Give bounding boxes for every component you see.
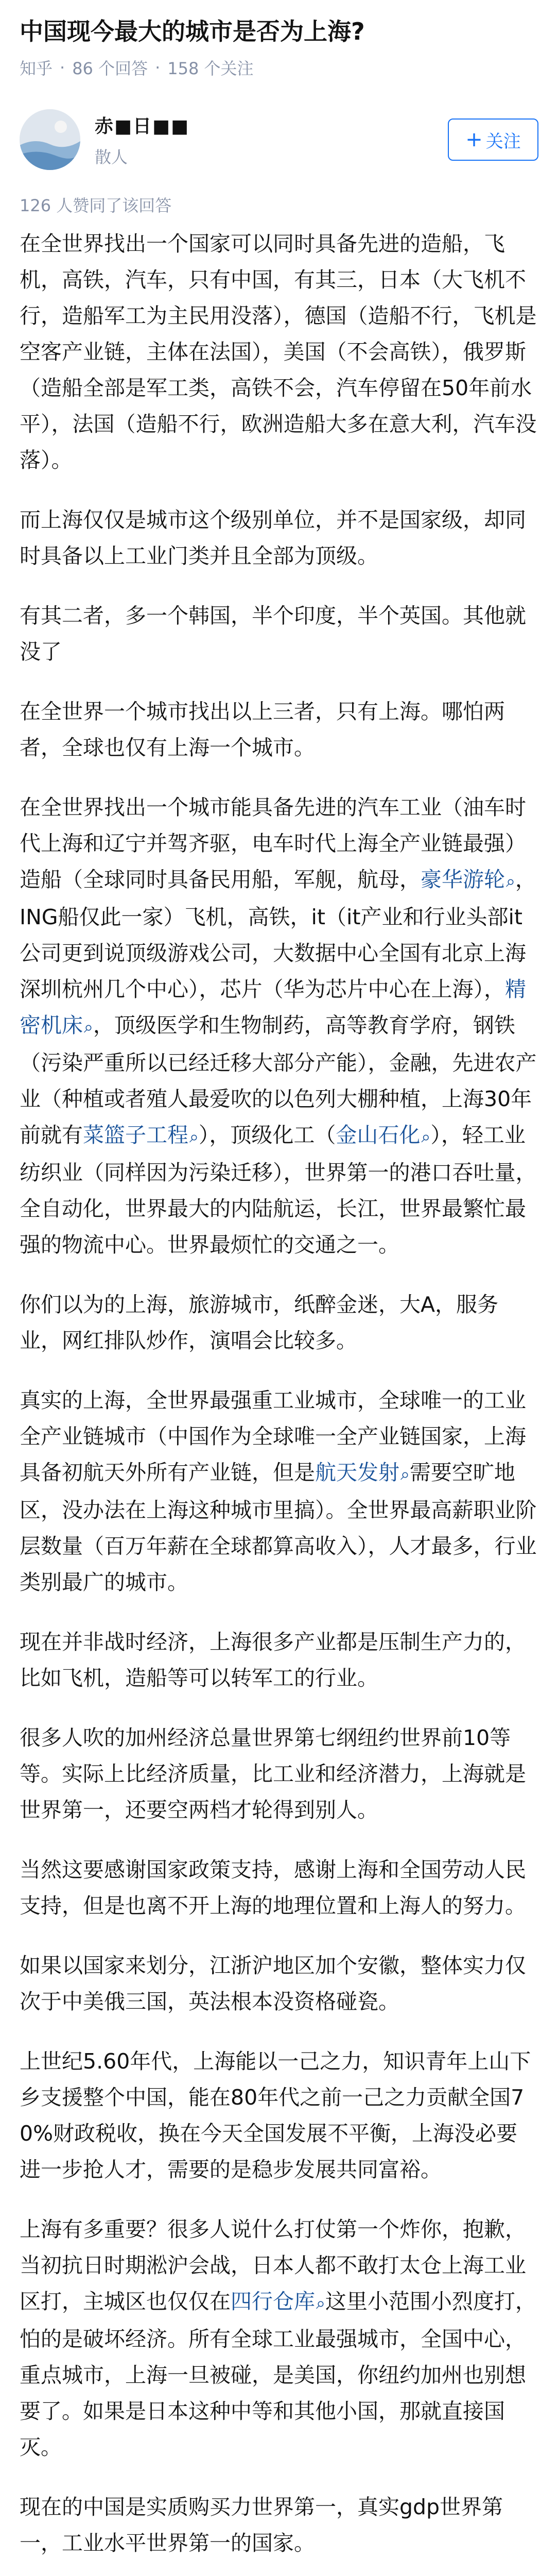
- question-meta: [20, 56, 538, 79]
- paragraph-text: 现在的中国是实质购买力世界第一，真实gdp世界第一，工业水平世界第一的国家。: [20, 2495, 503, 2555]
- vote-count: 126 人赞同了该回答: [20, 196, 172, 215]
- author-bio: 散人: [95, 147, 128, 167]
- answer-paragraph: [20, 1382, 538, 1600]
- meta-dot: ·: [60, 58, 65, 77]
- avatar[interactable]: [20, 109, 80, 170]
- paragraph-text: 而上海仅仅是城市这个级别单位，并不是国家级，却同时具备以上工业门类并且全部为顶级。: [20, 507, 526, 568]
- paragraph-text: 当然这要感谢国家政策支持，感谢上海和全国劳动人民支持，但是也离不开上海的地理位置和上海人的努力。: [20, 1857, 526, 1918]
- answer-paragraph: [20, 693, 538, 766]
- meta-dot: ·: [155, 58, 161, 77]
- answer-paragraph: [20, 2043, 538, 2188]
- keyword-search-link[interactable]: 四行仓库: [231, 2289, 315, 2314]
- search-icon[interactable]: ⌕: [84, 1017, 93, 1037]
- paragraph-text: 在全世界一个城市找出以上三者，只有上海。哪怕两者，全球也仅有上海一个城市。: [20, 699, 505, 760]
- keyword-search-link[interactable]: 航天发射: [315, 1460, 399, 1485]
- paragraph-text: 真实的上海，全世界最强重工业城市，全球唯一的工业全产业链城市（中国作为全球唯一全产业链国家，上海具备初航天外所有产业链，但是: [20, 1388, 526, 1485]
- search-icon[interactable]: ⌕: [189, 1127, 199, 1146]
- paragraph-text: ），轻工业纺织业（同样因为污染迁移），世界第一的港口吞吐量，全自动化，世界最大的内陆航运，长江，世界最繁忙最强的物流中心。世界最烦忙的交通之一。: [20, 1123, 537, 1257]
- paragraph-text: 这里小范围小烈度打，怕的是破坏经济。所有全球工业最强城市，全国中心，重点城市，上海一旦被碰，是美国，你纽约加州也别想要了。如果是日本这种中等和其他小国，那就直接国灭。: [20, 2289, 536, 2460]
- answer-paragraph: [20, 2211, 538, 2465]
- paragraph-text: 在全世界找出一个国家可以同时具备先进的造船，飞机，高铁，汽车，只有中国，有其三，日本（大飞机不行，造船军工为主民用没落），德国（造船不行，飞机是空客产业链，主体在法国），美国（不会高铁），俄罗斯（造船全部是军工类，高铁不会，汽车停留在50年前水平），法国（造船不行，欧洲造船大多在意大利，汽车没落）。: [20, 231, 537, 472]
- search-icon[interactable]: ⌕: [400, 1464, 410, 1484]
- keyword-search-link[interactable]: 精密机床: [20, 977, 526, 1038]
- paragraph-text: 需要空旷地区，没办法在上海这种城市里搞）。全世界最高薪职业阶层数量（百万年薪在全球都算高收入），人才最多，行业类别最广的城市。: [20, 1460, 537, 1595]
- keyword-search-link[interactable]: 金山石化: [336, 1123, 421, 1147]
- answer-paragraph: [20, 789, 538, 1263]
- paragraph-text: ，ING船仅此一家）飞机，高铁，it（it产业和行业头部it公司更到说顶级游戏公司，大数据中心全国有北京上海深圳杭州几个中心），芯片（华为芯片中心在上海），: [20, 867, 536, 1002]
- answer-paragraph: [20, 598, 538, 670]
- keyword-search-link[interactable]: 豪华游轮: [421, 867, 505, 892]
- answer-paragraph: [20, 1624, 538, 1696]
- avatar-image-icon: [20, 109, 80, 170]
- paragraph-text: ），顶级化工（: [198, 1123, 336, 1147]
- paragraph-text: 你们以为的上海，旅游城市，纸醉金迷，大A，服务业，网红排队炒作，演唱会比较多。: [20, 1292, 499, 1353]
- search-icon[interactable]: ⌕: [506, 871, 515, 891]
- paragraph-text: 很多人吹的加州经济总量世界第七纲纽约世界前10等等。实际上比经济质量，比工业和经济潜力，上海就是世界第一，还要空两档才轮得到别人。: [20, 1725, 526, 1822]
- author-name[interactable]: 赤■日■■: [95, 115, 190, 137]
- answer-paragraph: [20, 502, 538, 574]
- search-icon[interactable]: ⌕: [421, 1127, 431, 1146]
- answer-content: [20, 226, 538, 2576]
- search-icon[interactable]: ⌕: [316, 2293, 325, 2313]
- source-label[interactable]: 知乎: [20, 59, 53, 78]
- question-title[interactable]: 中国现今最大的城市是否为上海?: [20, 18, 365, 45]
- answer-count[interactable]: 86 个回答: [72, 59, 148, 78]
- author-header: [20, 109, 538, 170]
- paragraph-text: 有其二者，多一个韩国，半个印度，半个英国。其他就没了: [20, 603, 526, 664]
- author-info: [95, 112, 448, 168]
- paragraph-text: 上海有多重要？很多人说什么打仗第一个炸你，抱歉，当初抗日时期淞沪会战，日本人都不敢打太仓上海工业区打，主城区也仅仅在: [20, 2217, 526, 2314]
- keyword-search-link[interactable]: 菜篮子工程: [83, 1123, 188, 1147]
- follow-button[interactable]: [448, 118, 538, 161]
- paragraph-text: 现在并非战时经济，上海很多产业都是压制生产力的，比如飞机，造船等可以转军工的行业。: [20, 1630, 526, 1690]
- paragraph-text: 上世纪5.60年代，上海能以一己之力，知识青年上山下乡支援整个中国，能在80年代之前一己之力贡献全国70%财政税收，换在今天全国发展不平衡，上海没必要进一步抢人才，需要的是稳步发展共同富裕。: [20, 2049, 531, 2182]
- answer-paragraph: [20, 226, 538, 478]
- answer-paragraph: [20, 1720, 538, 1828]
- paragraph-text: 如果以国家来划分，江浙沪地区加个安徽，整体实力仅次于中美俄三国，英法根本没资格碰瓷。: [20, 1953, 526, 2014]
- answer-paragraph: [20, 1947, 538, 2020]
- paragraph-text: 在全世界找出一个城市能具备先进的汽车工业（油车时代上海和辽宁并驾齐驱，电车时代上海全产业链最强）造船（全球同时具备民用船，军舰，航母，: [20, 795, 526, 892]
- paragraph-text: ，顶级医学和生物制药，高等教育学府，钢铁（污染严重所以已经迁移大部分产能），金融，先进农产业（种植或者殖人最爱吹的以色列大棚种植，上海30年前就有: [20, 1013, 537, 1147]
- follow-label: 关注: [485, 131, 521, 152]
- plus-icon: +: [465, 128, 483, 151]
- answer-paragraph: [20, 1286, 538, 1359]
- answer-paragraph: [20, 2489, 538, 2561]
- answer-paragraph: [20, 1852, 538, 1924]
- follower-count: 158 个关注: [167, 59, 254, 78]
